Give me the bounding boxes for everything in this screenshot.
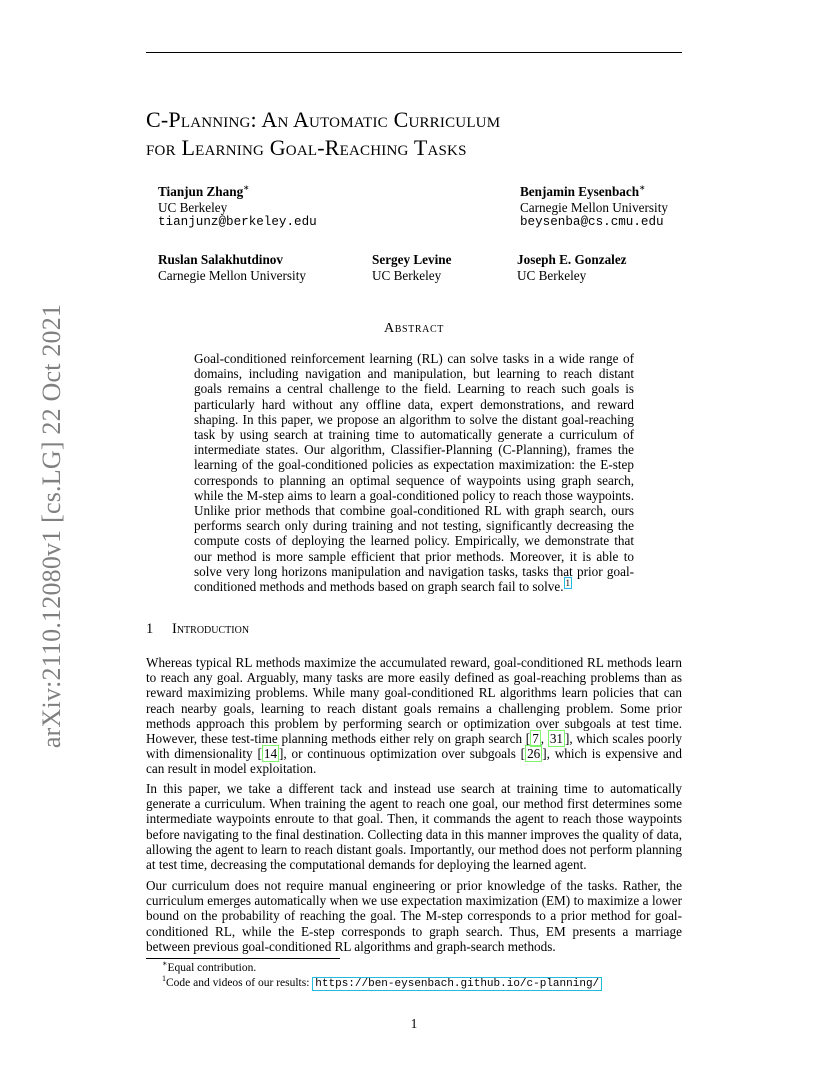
top-rule [146,52,682,53]
author-email[interactable]: beysenba@cs.cmu.edu [520,215,664,229]
abstract-text: Goal-conditioned reinforcement learning (RL) can solve tasks in a wide range of domains, including navigation and manipulation, but learning to reach distant goals remains a central challenge to the field. Learning to reach such goals is particularly hard without any offline data, expert demonstrations, and reward shaping. In this paper, we propose an algorithm to solve the distant goal-reaching task by using search at training time to automatically generate a curriculum of intermediate states. Our algorithm, Classifier-Planning (C-Planning), frames the learning of the goal-conditioned policies as expectation maximization: the E-step corresponds to planning an optimal sequence of waypoints using graph search, while the M-step aims to learn a goal-conditioned policy to reach those waypoints. Unlike prior methods that combine goal-conditioned RL with graph search, ours performs search only during training and not testing, significantly decreasing the compute costs of deploying the learned policy. Empirically, we demonstrate that our method is more sample efficient that prior methods. Moreover, it is able to solve very long horizons manipulation and navigation tasks, tasks that prior goal-conditioned methods and methods based on graph search fail to solve. $^1$ [194,351,634,595]
page-number: 1 [410,1016,418,1031]
paper-title [146,106,706,162]
abstract-heading: Abstract [384,321,444,336]
author-affiliation: Carnegie Mellon University [158,267,306,283]
intro-paragraph-1: Whereas typical RL methods maximize the accumulated reward, goal-conditioned RL methods learn to reach any goal. Arguably, many tasks are more easily defined as goal-reaching problems than as reward maximizing problems. While many goal-conditioned RL algorithms learn policies that can reach nearby goals, learning to reach distant goals remains a challenging problem. Some prior methods approach this problem by performing search or optimization over subgoals at test time. However, these test-time planning methods either rely on graph search [ 7 , 31 ], which scales poorly with dimensionality [ 14 ], or continuous optimization over subgoals [ 26 ], which is expensive and can result in model exploitation. [146,655,683,777]
author-affiliation: UC Berkeley [517,267,587,283]
author-block-3 [158,252,306,283]
section-title: Introduction [172,621,250,637]
author-block-2 [520,184,668,231]
author-affiliation: UC Berkeley [372,267,442,283]
author-block-4 [372,252,451,283]
author-affiliation: UC Berkeley [158,199,228,215]
citation-link[interactable]: 7 [532,731,539,747]
author-name: Tianjun Zhang∗ [158,182,250,199]
author-name: Sergey Levine [372,252,452,267]
title-line-1: C-Planning: An Automatic Curriculum [146,107,501,132]
author-affiliation: Carnegie Mellon University [520,199,668,215]
footnote-equal-contribution: ∗Equal contribution. [162,959,257,974]
author-block-1 [158,184,317,231]
author-email[interactable]: tianjunz@berkeley.edu [158,215,317,229]
citation-link[interactable]: 26 [527,746,541,762]
author-block-5 [517,252,627,283]
section-number: 1 [146,621,154,637]
title-line-2: for Learning Goal-Reaching Tasks [146,135,467,160]
intro-paragraph-3: Our curriculum does not require manual engineering or prior knowledge of the tasks. Rather, the curriculum emerges automatically when we use expectation maximization (EM) to maximize a lower bound on the probability of reaching the goal. The M-step corresponds to a prior method for goal-conditioned RL, while the E-step corresponds to graph search. Thus, EM presents a marriage between previous goal-conditioned RL algorithms and graph-search methods. [146,878,682,954]
footnote-link[interactable]: 1 [565,577,571,588]
intro-paragraph-2: In this paper, we take a different tack and instead use search at training time to automatically generate a curriculum. When training the agent to reach one goal, our method first determines some intermediate waypoints enroute to that goal. Then, it commands the agent to reach those waypoints before navigating to the final destination. Collecting data in this manner improves the quality of data, allowing the agent to learn to reach distant goals. Importantly, our method does not perform planning at test time, decreasing the computational demands for deploying the learned agent. [146,781,682,873]
citation-link[interactable]: 14 [263,746,278,762]
footnote-rule [146,958,340,959]
author-name: Joseph E. Gonzalez [517,252,627,267]
author-name: Benjamin Eysenbach∗ [520,182,646,199]
section-heading [146,621,249,638]
arxiv-stamp[interactable]: arXiv:2110.12080v1 [cs.LG] 22 Oct 2021 [37,303,66,749]
footnote-code-link: $^1$Code and videos of our results: https://ben-eysenbach.github.io/c-planning/ [162,976,602,991]
author-name: Ruslan Salakhutdinov [158,252,283,267]
citation-link[interactable]: 31 [549,731,564,747]
project-url-link[interactable]: https://ben-eysenbach.github.io/c-planning/ [312,977,602,991]
